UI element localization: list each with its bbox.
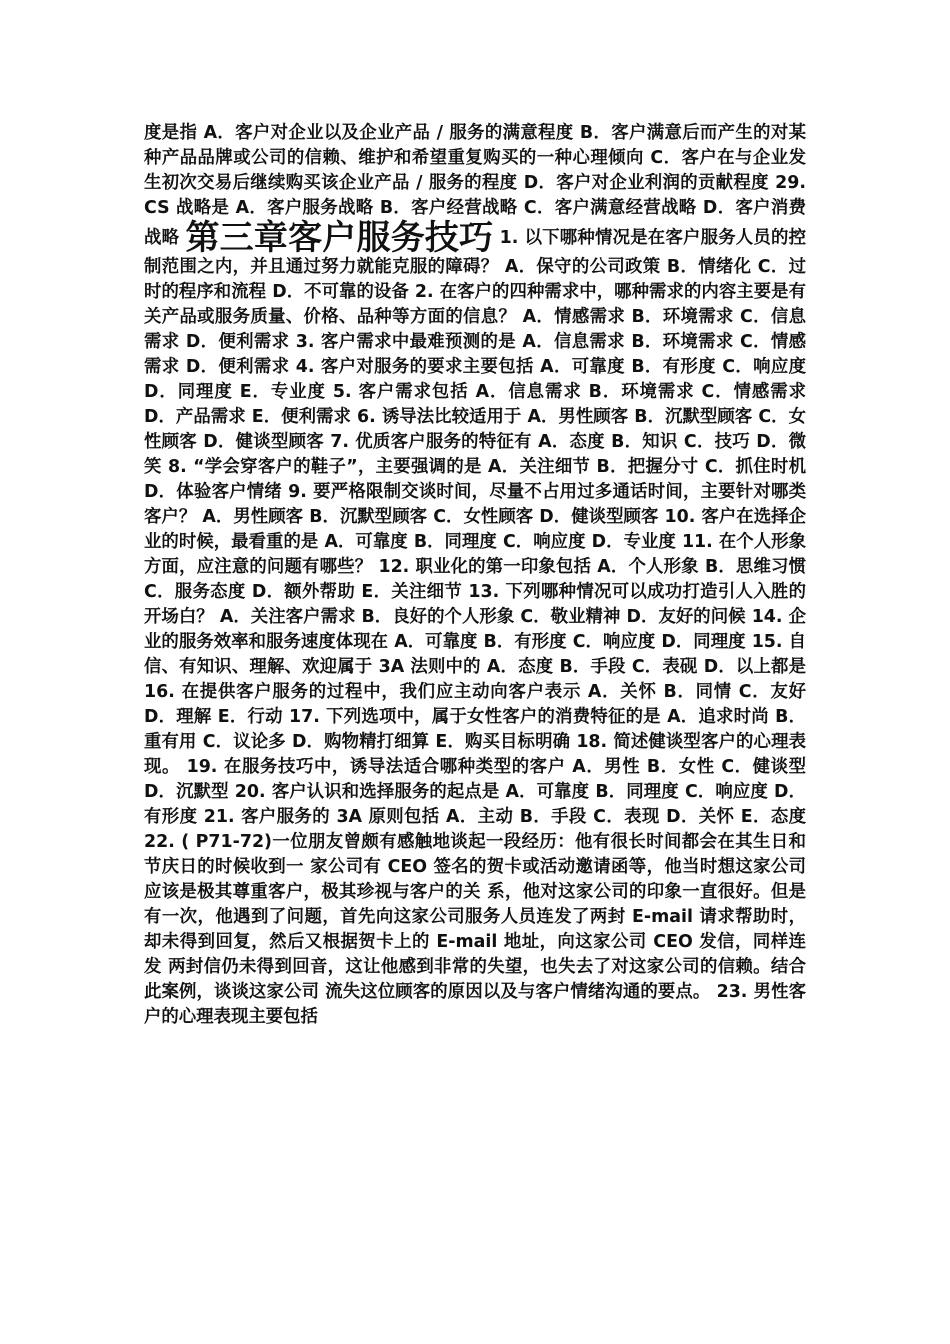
document-page [144,121,806,1030]
intro-text: 度是指 A．客户对企业以及企业产品 / 服务的满意程度 B．客户满意后而产生的对某种产品品牌或公司的信赖、维护和希望重复购买的一种心理倾向 C．客户在与企业发生初次交易后继续购买该企业产品 / 服务的程度 D．客户对企业利润的贡献程度 29. CS 战略是 A．客户服务战略 B．客户经营战略 C．客户满意经营战略 D．客户消费战略 [144,123,806,248]
body-text: 1. 以下哪种情况是在客户服务人员的控制范围之内，并且通过努力就能克服的障碍？ A．保守的公司政策 B．情绪化 C．过时的程序和流程 D．不可靠的设备 2. 在客户的四种需求中，哪种需求的内容主要是有关产品或服务质量、价格、品种等方面的信息？ A．情感需求 B．环境需求 C．信息需求 D．便利需求 3. 客户需求中最难预测的是 A．信息需求 B．环境需求 C．情感需求 D．便利需求 4. 客户对服务的要求主要包括 A．可靠度 B．有形度 C．响应度 D．同理度 E．专业度 5. 客户需求包括 A．信息需求 B．环境需求 C．情感需求 D．产品需求 E．便利需求 6. 诱导法比较适用于 A．男性顾客 B．沉默型顾客 C．女性顾客 D．健谈型顾客 7. 优质客户服务的特征有 A．态度 B．知识 C．技巧 D．微笑 8. “学会穿客户的鞋子”，主要强调的是 A．关注细节 B．把握分寸 C．抓住时机 D．体验客户情绪 9. 要严格限制交谈时间，尽量不占用过多通话时间，主要针对哪类客户？ A．男性顾客 B．沉默型顾客 C．女性顾客 D．健谈型顾客 10. 客户在选择企业的时候，最看重的是 A．可靠度 B．同理度 C．响应度 D．专业度 11. 在个人形象方面，应注意的问题有哪些？ 12. 职业化的第一印象包括 A．个人形象 B．思维习惯 C．服务态度 D．额外帮助 E．关注细节 13. 下列哪种情况可以成功打造引人入胜的开场白？ A．关注客户需求 B．良好的个人形象 C．敬业精神 D．友好的问候 14. 企业的服务效率和服务速度体现在 A．可靠度 B．有形度 C．响应度 D．同理度 15. 自信、有知识、理解、欢迎属于 3A 法则中的 A．态度 B．手段 C．表砚 D．以上都是 16. 在提供客户服务的过程中，我们应主动向客户表示 A．关怀 B．同情 C．友好 D．理解 E．行动 17. 下列选项中，属于女性客户的消费特征的是 A．追求时尚 B．重有用 C．议论多 D．购物精打细算 E．购买目标明确 18. 简述健谈型客户的心理表现。 19. 在服务技巧中，诱导法适合哪种类型的客户 A．男性 B．女性 C．健谈型 D．沉默型 20. 客户认识和选择服务的起点是 A．可靠度 B．同理度 C．响应度 D．有形度 21. 客户服务的 3A 原则包括 A．主动 B．手段 C．表现 D．关怀 E．态度 22. ( P71-72)一位朋友曾颇有感触地谈起一段经历：他有很长时间都会在其生日和节庆日的时候收到一 家公司有 CEO 签名的贺卡或活动邀请函等，他当时想这家公司应该是极其尊重客户，极其珍视与客户的关 系，他对这家公司的印象一直很好。但是有一次，他遇到了问题，首先向这家公司服务人员连发了两封 E-mail 请求帮助时，却未得到回复，然后又根据贺卡上的 E-mail 地址，向这家公司 CEO 发信，同样连发 两封信仍未得到回音，这让他感到非常的失望，也失去了对这家公司的信赖。结合此案例，谈谈这家公司 流失这位顾客的原因以及与客户情绪沟通的要点。 23. 男性客户的心理表现主要包括 [144,228,806,1027]
chapter-heading: 第三章客户服务技巧 [185,218,494,258]
